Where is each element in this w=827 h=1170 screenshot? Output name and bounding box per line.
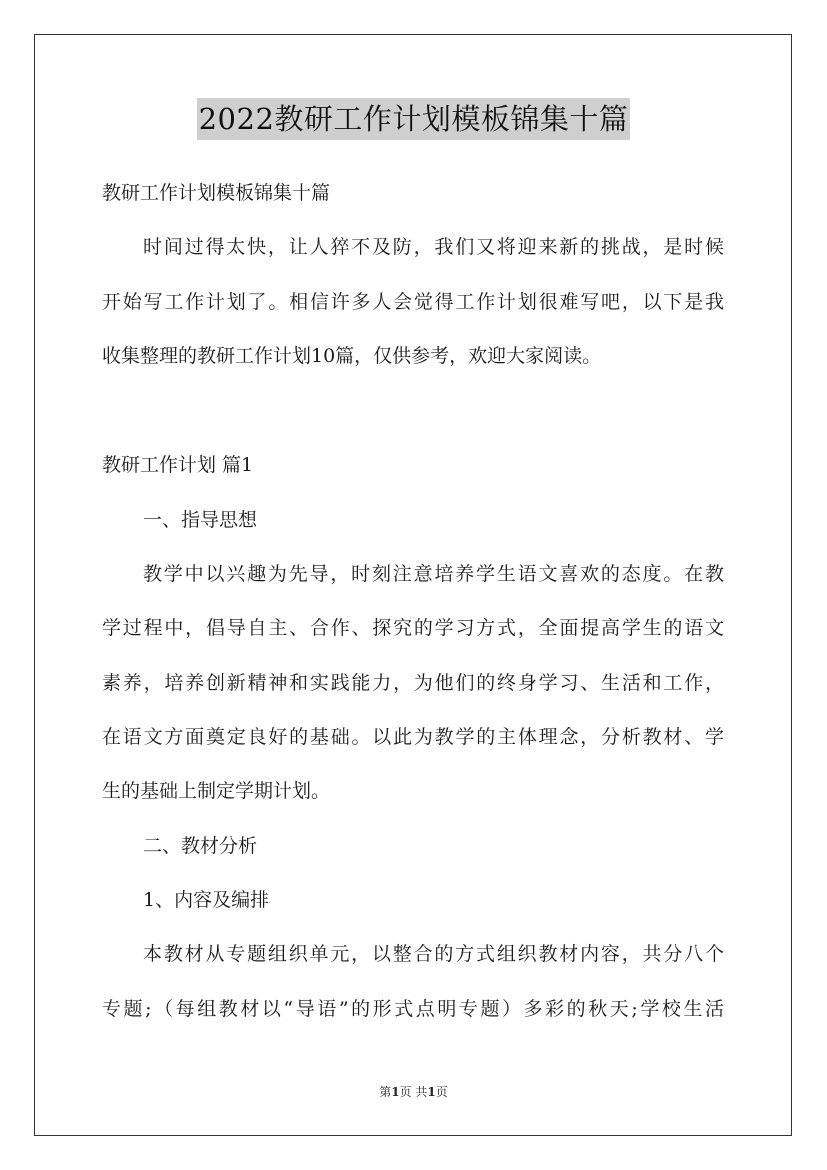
- footer-page-suffix: 页: [435, 1085, 448, 1099]
- footer-page-total: 1: [427, 1085, 436, 1099]
- document-title: 2022教研工作计划模板锦集十篇: [197, 98, 631, 140]
- page-footer: [0, 1084, 827, 1100]
- footer-page-mid: 页 共: [399, 1085, 428, 1099]
- paragraph-1-line-4: 在语文方面奠定良好的基础。以此为教学的主体理念，分析教材、学: [102, 726, 724, 748]
- heading-guiding-ideology: 一、指导思想: [143, 509, 258, 531]
- footer-page-prefix: 第: [379, 1085, 392, 1099]
- section-heading: 教研工作计划 篇1: [102, 454, 254, 476]
- subheading-content-arrangement: 1、内容及编排: [143, 889, 270, 911]
- intro-line-2: 开始写工作计划了。相信许多人会觉得工作计划很难写吧，以下是我: [102, 291, 724, 313]
- document-title-container: [0, 98, 827, 140]
- document-subtitle: 教研工作计划模板锦集十篇: [102, 182, 331, 204]
- paragraph-1-line-5: 生的基础上制定学期计划。: [102, 780, 331, 802]
- paragraph-1-line-2: 学过程中，倡导自主、合作、探究的学习方式，全面提高学生的语文: [102, 617, 724, 639]
- paragraph-2-line-2: 专题;（每组教材以“导语”的形式点明专题）多彩的秋天;学校生活: [102, 998, 724, 1020]
- intro-line-3: 收集整理的教研工作计划10篇，仅供参考，欢迎大家阅读。: [102, 345, 602, 367]
- intro-line-1: 时间过得太快，让人猝不及防，我们又将迎来新的挑战，是时候: [143, 236, 724, 258]
- paragraph-2-line-1: 本教材从专题组织单元，以整合的方式组织教材内容，共分八个: [143, 943, 724, 965]
- paragraph-1-line-1: 教学中以兴趣为先导，时刻注意培养学生语文喜欢的态度。在教: [143, 563, 724, 585]
- heading-textbook-analysis: 二、教材分析: [143, 835, 258, 857]
- footer-page-current: 1: [391, 1085, 400, 1099]
- paragraph-1-line-3: 素养，培养创新精神和实践能力，为他们的终身学习、生活和工作，: [102, 672, 724, 694]
